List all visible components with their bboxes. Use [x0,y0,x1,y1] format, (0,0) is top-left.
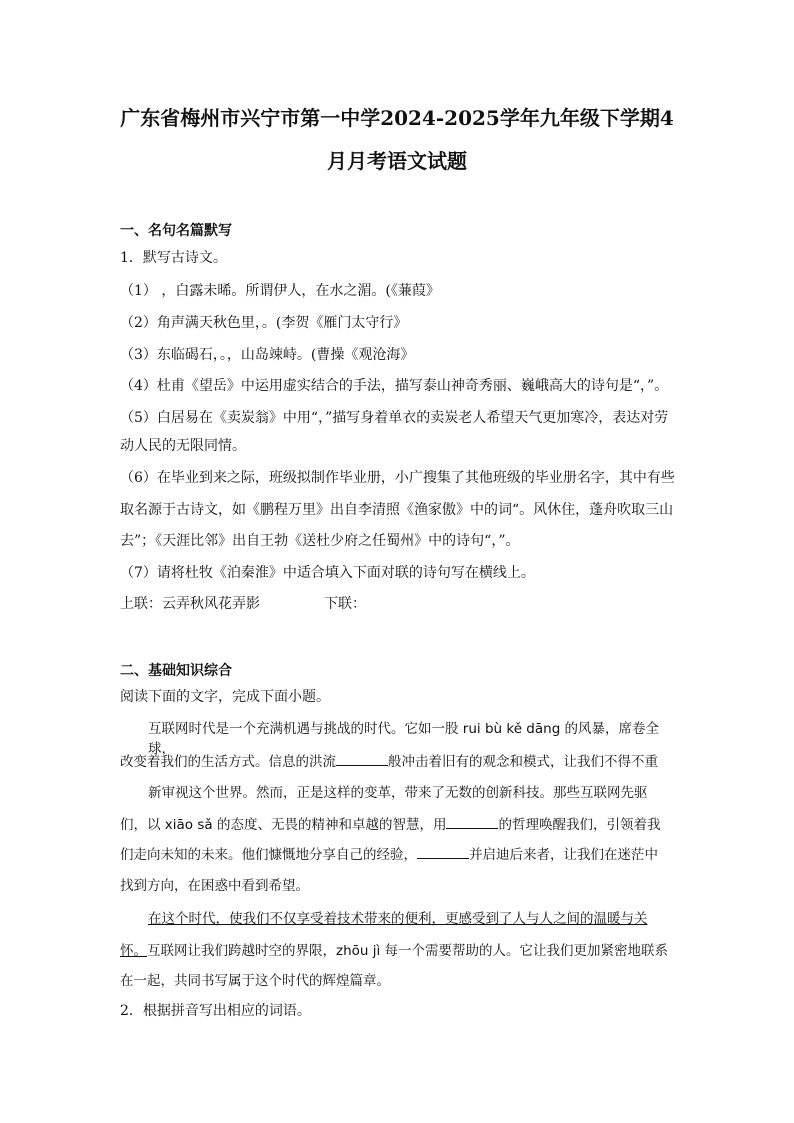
couplet-upper: 上联：云弄秋风花弄影 [120,596,260,612]
question-1-item: （2）角声满天秋色里，。(李贺《雁门太守行》 [120,315,408,331]
underlined-sentence-end: 怀。 [120,943,147,959]
passage-line [120,815,680,835]
passage-text: 改变着我们的生活方式。信息的洪流 [120,754,336,770]
question-1-item: （5）白居易在《卖炭翁》中用“，”描写身着单衣的卖炭老人希望天气更加寒冷，表达对劳 [120,410,669,426]
section-2-heading: 二、基础知识综合 [120,663,232,679]
section-1-heading: 一、名句名篇默写 [120,223,232,239]
passage-text: 的哲理唤醒我们，引领着我 [498,817,661,833]
exam-title-line-2: 月月考语文试题 [327,149,467,173]
passage-line [120,941,680,961]
question-1-item: （7）请将杜牧《泊秦淮》中适合填入下面对联的诗句写在横线上。 [120,565,535,581]
exam-title-line-1: 广东省梅州市兴宁市第一中学2024-2025学年九年级下学期4 [120,106,674,130]
section-2-intro: 阅读下面的文字，完成下面小题。 [120,689,330,705]
question-1-item: （4）杜甫《望岳》中运用虚实结合的手法，描写泰山神奇秀丽、巍峨高大的诗句是“，”。 [120,378,669,394]
question-1-item: 动人民的无限同情。 [120,438,246,454]
question-1-item: （1） ，白露未晞。所谓伊人，在水之湄。(《蒹葭》 [120,283,440,299]
passage-text: 们，以 xiāo sǎ 的态度、无畏的精神和卓越的智慧，用 [120,817,447,833]
passage-line: 在一起，共同书写属于这个时代的辉煌篇章。 [120,973,390,989]
question-1-stem: 1．默写古诗文。 [120,250,227,266]
question-1-item: （6）在毕业到来之际，班级拟制作毕业册，小广搜集了其他班级的毕业册名字，其中有些 [120,470,675,486]
passage-text: 互联网让我们跨越时空的界限，zhōu jì 每一个需要帮助的人。它让我们更加紧密地联系 [147,943,669,959]
couplet-line [120,594,366,614]
passage-line: 互联网时代是一个充满机遇与挑战的时代。它如一股 rui bù kě dāng 的风暴，席卷全球， [148,721,660,757]
passage-line: 找到方向，在困惑中看到希望。 [120,878,309,894]
blank-line [336,753,388,766]
passage-line: 新审视这个世界。然而，正是这样的变革，带来了无数的创新科技。那些互联网先驱 [148,785,648,801]
passage-text: 们走向未知的未来。他们慷慨地分享自己的经验， [120,847,417,863]
passage-line [120,845,680,865]
couplet-lower: 下联： [324,596,366,612]
question-2-stem: 2．根据拼音写出相应的词语。 [120,1003,311,1019]
passage-line [120,752,680,772]
passage-text: 并启迪后来者，让我们在迷茫中 [469,847,658,863]
underlined-sentence: 在这个时代，使我们不仅享受着技术带来的便利，更感受到了人与人之间的温暖与关 [148,911,648,927]
passage-text: 般冲击着旧有的观念和模式，让我们不得不重 [388,754,658,770]
question-1-item: 取名源于古诗文，如《鹏程万里》出自李清照《渔家傲》中的词“。风休住，蓬舟吹取三山 [120,502,674,518]
question-1-item: 去”；《天涯比邻》出自王勃《送杜少府之任蜀州》中的诗句“，”。 [120,533,520,549]
blank-line [417,846,469,859]
question-1-item: （3）东临碣石，。，山岛竦峙。(曹操《观沧海》 [120,347,415,363]
blank-line [446,816,498,829]
